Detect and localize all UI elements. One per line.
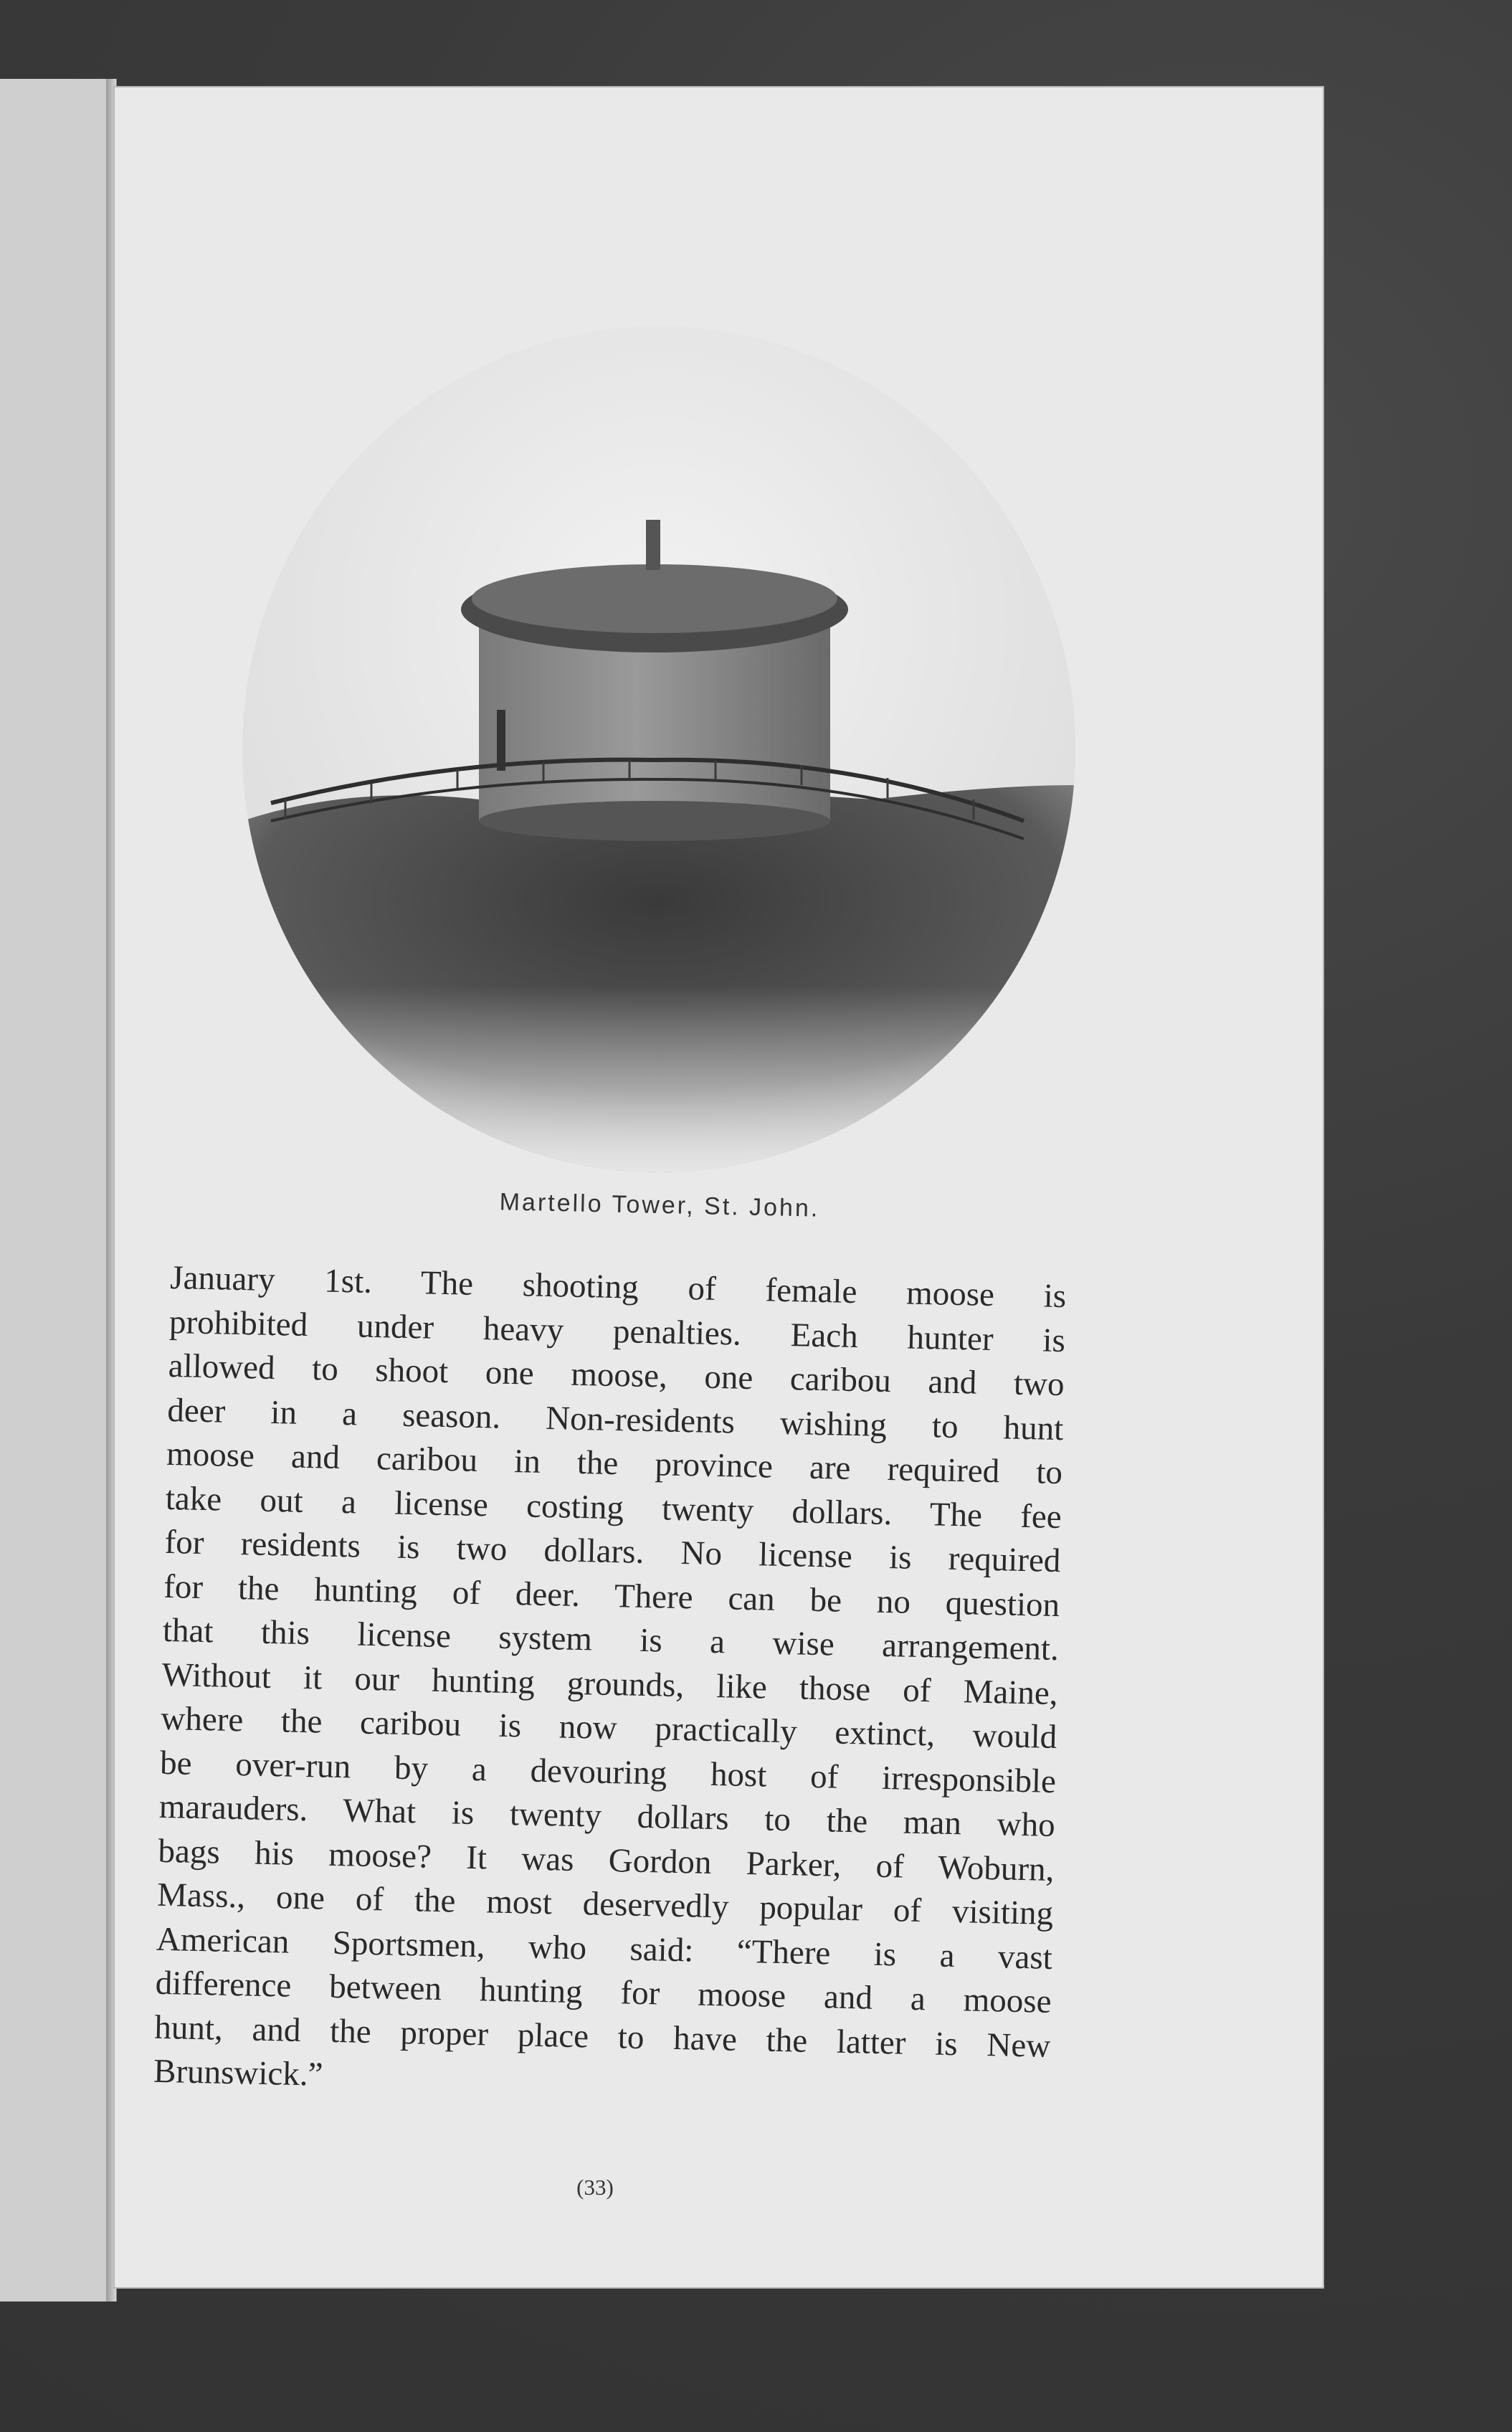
text-line: difference between hunting for moose and a moose [155,1964,1052,2020]
figure-caption: Martello Tower, St. John. [499,1188,820,1222]
text-line: moose and caribou in the province are required to [166,1435,1063,1492]
text-line: deer in a season. Non-residents wishing to hunt [166,1391,1064,1448]
text-line: Mass., one of the most deservedly popular of visiting [156,1876,1054,1932]
text-line: bags his moose? It was Gordon Parker, of Woburn, [158,1832,1055,1889]
text-line: that this license system is a wise arrangement. [162,1611,1060,1668]
text-line: Without it our hunting grounds, like those of Maine, [161,1656,1059,1712]
page-number: (33) [576,2175,614,2200]
text-line: take out a license costing twenty dollars. The fee [165,1479,1062,1536]
text-line: American Sportsmen, who said: “There is a vast [156,1920,1053,1977]
text-line: prohibited under heavy penalties. Each hunter is [168,1303,1066,1359]
text-line: for the hunting of deer. There can be no question [163,1567,1060,1624]
text-line: hunt, and the proper place to have the latter is New [153,2008,1051,2065]
text-line: for residents is two dollars. No license is required [164,1523,1061,1580]
facing-page-edge [0,79,117,2302]
text-line: Brunswick.” [153,2052,323,2094]
martello-tower-photograph [242,326,1075,1172]
text-line: where the caribou is now practically extinct, would [160,1699,1057,1757]
text-line: January 1st. The shooting of female moose is [169,1258,1067,1316]
text-line: be over-run by a devouring host of irresponsible [159,1744,1057,1800]
body-text [153,1256,1067,2112]
text-line: marauders. What is twenty dollars to the man who [158,1787,1056,1845]
text-line: allowed to shoot one moose, one caribou and two [168,1346,1065,1404]
